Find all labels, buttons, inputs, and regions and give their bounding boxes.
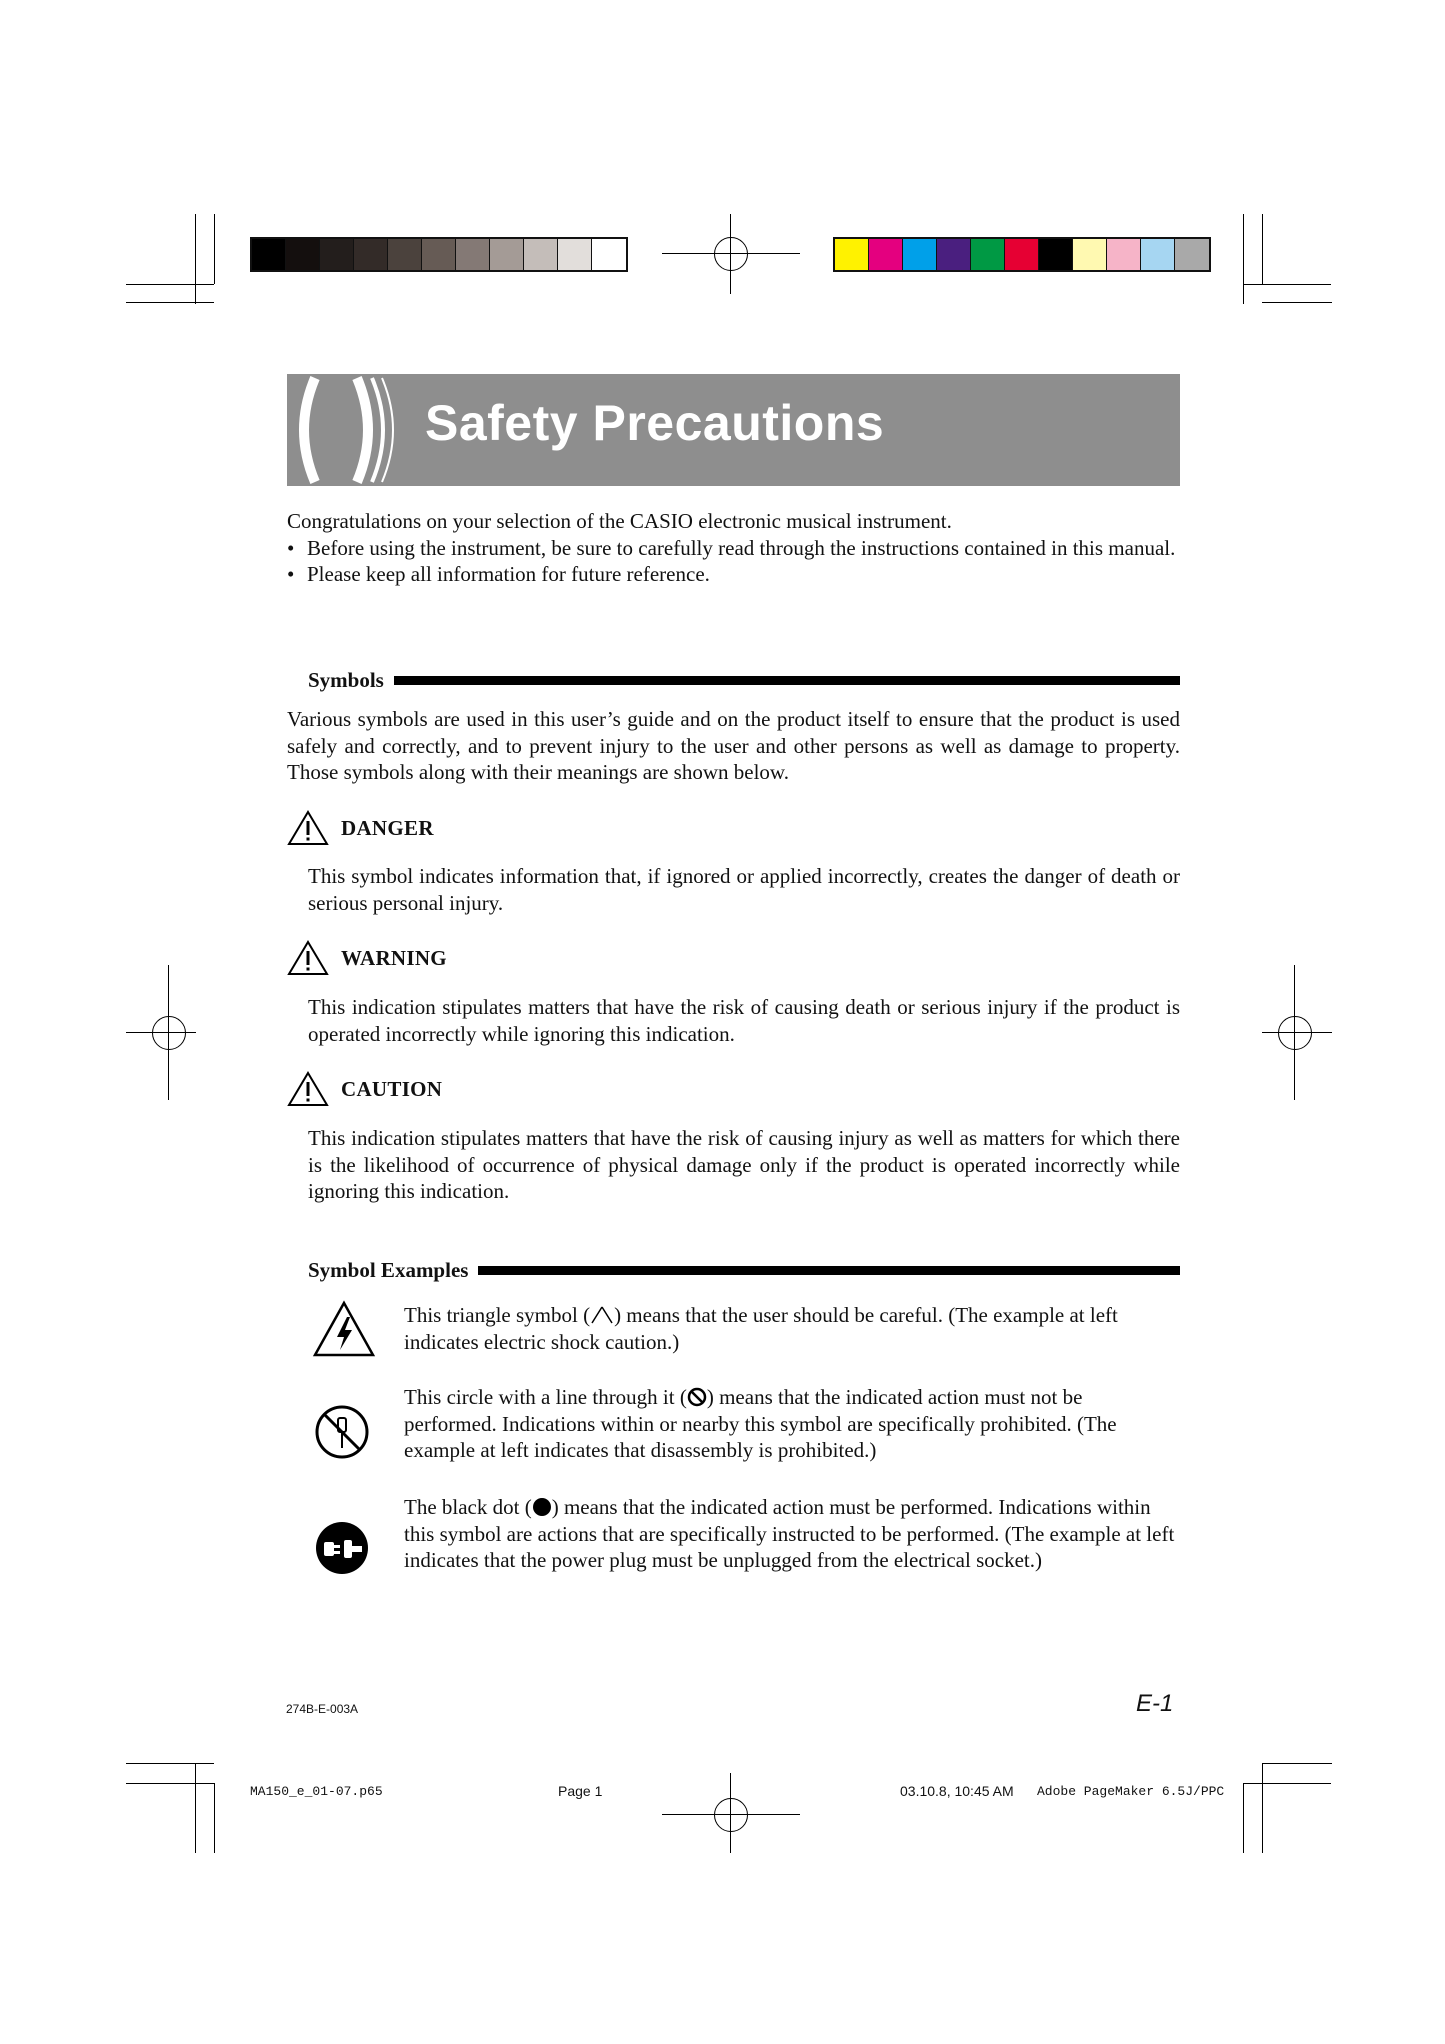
color-swatch — [1175, 239, 1209, 270]
grayscale-color-bar — [250, 237, 628, 272]
color-swatch — [1039, 239, 1073, 270]
application-name: Adobe PageMaker 6.5J/PPC — [1037, 1784, 1225, 1799]
color-swatch — [456, 239, 490, 270]
color-swatch — [252, 239, 286, 270]
parenthesis-ornament-icon — [287, 374, 407, 486]
caution-text: This indication stipulates matters that have the risk of causing injury as well as matters for which there is the likelihood of occurrence of physical damage only if the product is operated incorrectly while ignoring this indication. — [308, 1126, 1180, 1203]
color-swatch — [869, 239, 903, 270]
example-triangle-text-after: ) means that the user should be careful. (The example at left indicates electric shock caution.) — [404, 1303, 1118, 1354]
example-dot-text-before: The black dot ( — [404, 1495, 532, 1519]
example-triangle-text-before: This triangle symbol ( — [404, 1303, 591, 1327]
electric-shock-caution-icon — [312, 1300, 376, 1358]
document-code: 274B-E-003A — [286, 1702, 359, 1716]
example-electric-shock — [312, 1300, 1180, 1364]
bullet-icon: • — [287, 562, 295, 586]
example-circle-text-after: ) means that the indicated action must not be performed. Indications within or nearby this symbol are specifically prohibited. (The example at left indicates that disassembly is prohibited.) — [404, 1385, 1117, 1462]
color-swatch — [490, 239, 524, 270]
symbols-heading-label: Symbols — [308, 668, 384, 692]
danger-text: This symbol indicates information that, if ignored or applied incorrectly, creates the danger of death or serious personal injury. — [308, 864, 1180, 915]
intro-bullet-1-text: Before using the instrument, be sure to carefully read through the instructions contained in this manual. — [307, 535, 1176, 560]
color-swatch — [835, 239, 869, 270]
example-circle-text — [404, 1384, 1180, 1464]
page-number: E-1 — [1136, 1690, 1174, 1717]
unplug-power-icon — [314, 1520, 370, 1576]
warning-triangle-icon — [287, 1071, 329, 1107]
file-date: 03.10.8, 10:45 AM — [900, 1783, 1014, 1799]
example-unplug — [312, 1494, 1180, 1604]
prohibited-inline-icon — [687, 1387, 707, 1407]
color-swatch — [558, 239, 592, 270]
symbols-paragraph: Various symbols are used in this user’s guide and on the product itself to ensure that the product is used safely and correctly, and to prevent injury to the user and other persons as well as damage to property. Those symbols along with their meanings are shown below. — [287, 707, 1180, 784]
example-no-disassembly — [312, 1384, 1180, 1474]
intro-bullet-2 — [287, 561, 1180, 588]
heading-rule — [394, 676, 1180, 685]
color-swatch — [320, 239, 354, 270]
symbol-examples-heading — [308, 1258, 1180, 1283]
symbol-examples-heading-label: Symbol Examples — [308, 1258, 469, 1282]
intro-line: Congratulations on your selection of the CASIO electronic musical instrument. — [287, 509, 952, 533]
file-page: Page 1 — [558, 1783, 603, 1799]
intro-bullet-1 — [287, 535, 1180, 562]
warning-heading — [287, 940, 447, 976]
color-swatch — [971, 239, 1005, 270]
warning-triangle-icon — [287, 810, 329, 846]
color-swatch — [286, 239, 320, 270]
black-dot-inline-icon — [532, 1497, 552, 1517]
color-swatch — [422, 239, 456, 270]
color-swatch — [1107, 239, 1141, 270]
disassembly-prohibited-icon — [314, 1404, 370, 1460]
title-banner — [287, 374, 1180, 486]
color-swatch — [592, 239, 626, 270]
color-swatch — [524, 239, 558, 270]
color-swatch — [903, 239, 937, 270]
color-swatch — [1073, 239, 1107, 270]
warning-label: WARNING — [341, 945, 447, 970]
example-dot-text — [404, 1494, 1180, 1574]
color-swatch — [388, 239, 422, 270]
color-swatch — [1005, 239, 1039, 270]
example-triangle-text — [404, 1302, 1180, 1355]
example-dot-text-after: ) means that the indicated action must be performed. Indications within this symbol are actions that are specifically instructed to be performed. (The example at left indicates that the power plug must be unplugged from the electrical socket.) — [404, 1495, 1175, 1572]
bullet-icon: • — [287, 535, 295, 560]
heading-rule — [478, 1266, 1180, 1275]
page-title: Safety Precautions — [425, 395, 885, 451]
danger-label: DANGER — [341, 815, 434, 840]
intro-bullet-2-text: Please keep all information for future reference. — [307, 562, 710, 586]
example-circle-text-before: This circle with a line through it ( — [404, 1385, 687, 1409]
symbols-heading — [308, 668, 1180, 693]
process-color-bar — [833, 237, 1211, 272]
warning-text: This indication stipulates matters that have the risk of causing death or serious injury if the product is operated incorrectly while ignoring this indication. — [308, 995, 1180, 1046]
caution-label: CAUTION — [341, 1076, 443, 1101]
color-swatch — [1141, 239, 1175, 270]
warning-triangle-icon — [287, 940, 329, 976]
triangle-inline-icon — [590, 1305, 614, 1325]
danger-heading — [287, 810, 434, 846]
caution-heading — [287, 1071, 442, 1107]
intro-text — [287, 508, 1180, 588]
color-swatch — [354, 239, 388, 270]
file-name: MA150_e_01-07.p65 — [250, 1784, 383, 1799]
color-swatch — [937, 239, 971, 270]
